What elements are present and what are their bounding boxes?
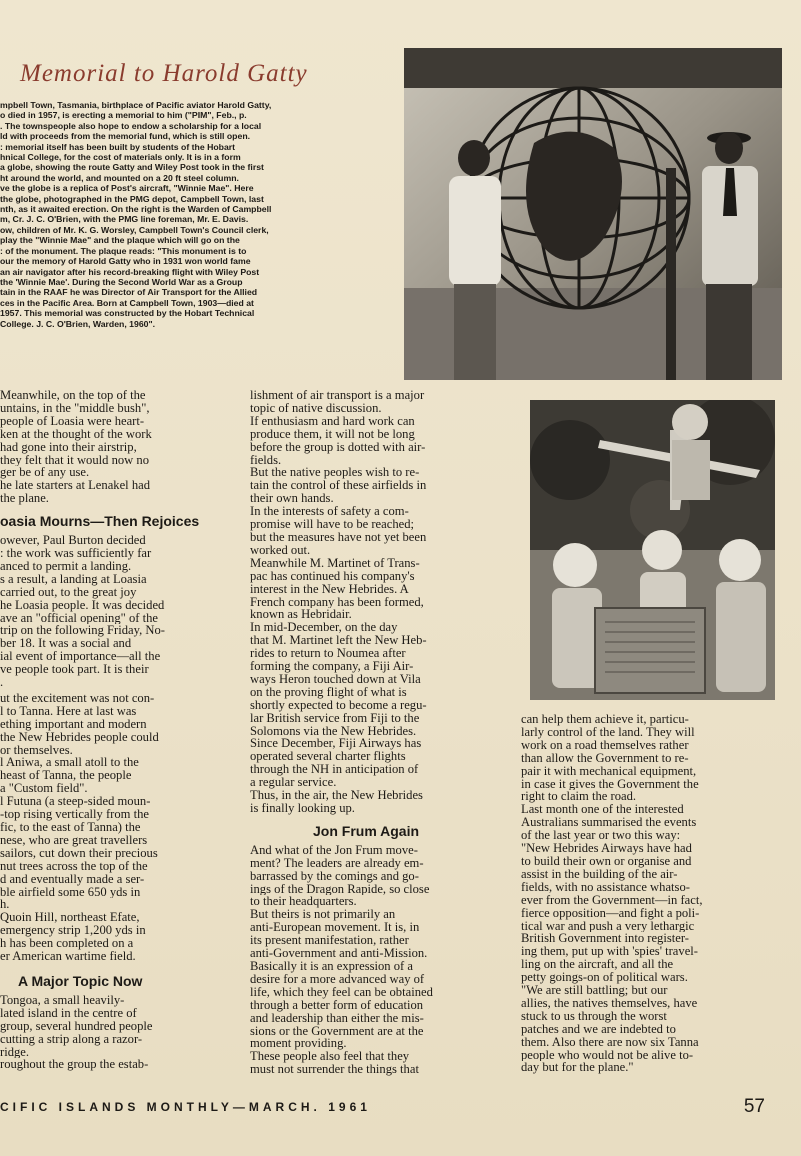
text-line: But the native peoples wish to re- [250, 466, 420, 480]
text-line: can help them achieve it, particu- [521, 713, 689, 726]
text-line: fields. [250, 453, 282, 467]
caption-line: play the "Winnie Mae" and the plaque which will go on the [0, 235, 240, 246]
text-line: pair it with mechanical equipment, [521, 764, 697, 778]
col1-para-2 [0, 534, 230, 689]
text-line: must not surrender the things that [250, 1063, 419, 1077]
text-line: had gone into their airstrip, [0, 440, 137, 454]
text-line: ave an "official opening" of the [0, 611, 158, 625]
text-line: But theirs is not primarily an [250, 908, 396, 922]
text-line: Solomons via the New Hebrides. [250, 724, 417, 738]
text-line: nese, who are great travellers [0, 833, 148, 847]
caption-line: the globe, photographed in the PMG depot, Campbell Town, last [0, 193, 264, 204]
caption-line: mpbell Town, Tasmania, birthplace of Pacific aviator Harold Gatty, [0, 100, 272, 110]
text-line: than allow the Government to re- [521, 751, 689, 765]
text-line: and leadership than either the mis- [250, 1011, 424, 1025]
text-line: er American wartime field. [0, 950, 136, 963]
text-line: ways Heron touched down at Vila [250, 672, 421, 686]
text-line: ething important and modern [0, 717, 147, 731]
text-line: worked out. [250, 543, 311, 557]
caption-line: ht around the world, and mounted on a 20 ft steel column. [0, 172, 239, 183]
text-line: fic, to the east of Tanna) the [0, 821, 141, 834]
caption-line: : of the monument. The plaque reads: "This monument is to [0, 245, 247, 256]
globe-memorial-photo [404, 48, 782, 380]
caption-line: m, Cr. J. C. O'Brien, with the PMG line foreman, Mr. E. Davis. [0, 214, 249, 225]
text-line: its present manifestation, rather [250, 934, 409, 948]
text-line: d and eventually made a ser- [0, 872, 145, 886]
text-line: ings of the Dragon Rapide, so close [250, 882, 430, 896]
text-line: he Loasia people. It was decided [0, 598, 165, 612]
text-line: ger be of any use. [0, 466, 90, 480]
text-line: owever, Paul Burton decided [0, 534, 146, 547]
text-line: forming the company, a Fiji Air- [250, 660, 414, 673]
text-line: h has been completed on a [0, 937, 134, 951]
text-line: desire for a more advanced way of [250, 972, 425, 986]
col1-para-1 [0, 389, 230, 505]
column-3 [521, 713, 774, 1074]
photo-caption [0, 100, 376, 329]
text-line: ment? The leaders are already em- [250, 856, 424, 870]
text-line: : the work was sufficiently far [0, 546, 152, 560]
text-line: people of Loasia were heart- [0, 414, 145, 428]
text-line: right to claim the road. [521, 790, 637, 804]
caption-line: nth, as it awaited erection. On the right is the Warden of Campbell [0, 204, 272, 215]
text-line: allies, the natives themselves, have [521, 996, 698, 1010]
text-line: In the interests of safety a com- [250, 505, 409, 519]
text-line: shortly expected to become a regu- [250, 698, 427, 712]
text-line: h. [0, 898, 10, 912]
text-line: ken at the thought of the work [0, 427, 152, 441]
text-line: but the measures have not yet been [250, 530, 427, 544]
text-line: lishment of air transport is a major [250, 389, 425, 402]
text-line: ridge. [0, 1045, 30, 1059]
text-line: life, which they feel can be obtained [250, 985, 433, 999]
text-line: is finally looking up. [250, 802, 355, 815]
text-line: roughout the group the estab- [0, 1058, 149, 1072]
caption-line: ve the globe is a replica of Post's aircraft, "Winnie Mae". Here [0, 183, 254, 194]
text-line: before the group is dotted with air- [250, 440, 426, 454]
text-line: their own hands. [250, 492, 334, 506]
text-line: cutting a strip along a razor- [0, 1032, 143, 1046]
text-line: through a better form of education [250, 998, 424, 1012]
text-line: sailors, cut down their precious [0, 846, 158, 860]
text-line: produce them, it will not be long [250, 427, 415, 441]
text-line: that M. Martinet left the New Heb- [250, 634, 427, 648]
text-line: the New Hebrides people could [0, 730, 159, 744]
caption-line: hnical College, for the cost of materials only. It is in a form [0, 152, 241, 163]
caption-line: College. J. C. O'Brien, Warden, 1960". [0, 318, 156, 329]
text-line: s a result, a landing at Loasia [0, 572, 147, 586]
text-line: people who would not be alive to- [521, 1048, 694, 1062]
text-line: ing them, put up with 'spies' travel- [521, 945, 698, 959]
text-line: British Government into register- [521, 932, 689, 946]
text-line: the plane. [0, 492, 49, 506]
caption-line: our the memory of Harold Gatty who in 1931 won world fame [0, 256, 251, 267]
text-line: If enthusiasm and hard work can [250, 414, 415, 428]
text-line: to build their own or organise and [521, 854, 692, 868]
text-line: ever from the Government—in fact, [521, 893, 703, 907]
text-line: tain the control of these airfields in [250, 479, 427, 493]
text-line: a regular service. [250, 776, 337, 790]
caption-line: tain in the RAAF he was Director of Air Transport for the Allied [0, 287, 258, 298]
caption-line: ld with proceeds from the memorial fund, which is still open. [0, 131, 251, 142]
col2-para-2 [250, 844, 504, 1076]
text-line: untains, in the "middle bush", [0, 401, 150, 415]
page-number: 57 [743, 1096, 765, 1117]
text-line: Last month one of the interested [521, 803, 684, 817]
text-line: French company has been formed, [250, 595, 424, 609]
caption-line: an air navigator after his record-breaking flight with Wiley Post [0, 266, 260, 277]
text-line: l to Tanna. Here at last was [0, 704, 137, 718]
text-line: Meanwhile, on the top of the [0, 389, 146, 402]
text-line: topic of native discussion. [250, 401, 382, 415]
text-line: emergency strip 1,200 yds in [0, 924, 146, 938]
text-line: "New Hebrides Airways have had [521, 842, 692, 855]
text-line: ber 18. It was a social and [0, 637, 132, 651]
caption-line: ow, children of Mr. K. G. Worsley, Campbell Town's Council clerk, [0, 224, 269, 235]
text-line: on the proving flight of what is [250, 685, 407, 699]
text-line: Thus, in the air, the New Hebrides [250, 789, 423, 802]
text-line: a "Custom field". [0, 782, 88, 796]
text-line: sions or the Government are at the [250, 1024, 424, 1038]
subheading-major-topic: A Major Topic Now [18, 972, 143, 989]
text-line: Since December, Fiji Airways has [250, 737, 422, 751]
text-line: -top rising vertically from the [0, 808, 149, 821]
subheading-jon-frum: Jon Frum Again [313, 822, 420, 839]
text-line: ling on the aircraft, and all the [521, 958, 674, 972]
caption-line: ces in the Pacific Area. Born at Campbell Town, 1903—died at [0, 297, 254, 308]
col1-para-3 [0, 692, 230, 963]
globe-photo-graphic [404, 48, 782, 380]
text-line: l Aniwa, a small atoll to the [0, 756, 139, 770]
text-line: them. Also there are now six Tanna [521, 1035, 699, 1049]
text-line: barrassed by the comings and go- [250, 869, 419, 883]
text-line: Quoin Hill, northeast Efate, [0, 911, 140, 925]
text-line: lated island in the centre of [0, 1006, 137, 1020]
text-line: moment providing. [250, 1037, 347, 1051]
text-line: rides to return to Noumea after [250, 647, 406, 661]
text-line: anti-European movement. It is, in [250, 921, 420, 935]
text-line: operated several charter flights [250, 750, 406, 764]
text-line: carried out, to the great joy [0, 585, 137, 599]
text-line: anced to permit a landing. [0, 559, 132, 573]
text-line: Tongoa, a small heavily- [0, 993, 125, 1007]
text-line: patches and we are indebted to [521, 1022, 676, 1036]
text-line: Meanwhile M. Martinet of Trans- [250, 556, 420, 570]
caption-line: a globe, showing the route Gatty and Wiley Post took in the first [0, 162, 264, 173]
caption-line: o died in 1957, is erecting a memorial to him ("PIM", Feb., p. [0, 110, 247, 121]
text-line: of the last year or two this way: [521, 829, 681, 843]
column-2 [250, 389, 504, 1076]
text-line: through the NH in anticipation of [250, 763, 419, 777]
text-line: or themselves. [0, 743, 73, 757]
text-line: l Futuna (a steep-sided moun- [0, 795, 151, 809]
text-line: tical war and push a very lethargic [521, 919, 695, 933]
text-line: nut trees across the top of the [0, 859, 148, 873]
running-footer: CIFIC ISLANDS MONTHLY—MARCH. 1961 [0, 1100, 371, 1114]
text-line: heast of Tanna, the people [0, 769, 132, 783]
text-line: In mid-December, on the day [250, 621, 398, 635]
text-line: known as Hebridair. [250, 608, 352, 622]
text-line: petty goings-on of political wars. [521, 971, 688, 985]
text-line: interest in the New Hebrides. A [250, 582, 409, 596]
children-plaque-photo [530, 400, 775, 700]
text-line: Australians summarised the events [521, 816, 697, 830]
text-line: . [0, 676, 4, 689]
text-line: ve people took part. It is their [0, 663, 149, 677]
caption-line: . The townspeople also hope to endow a scholarship for a local [0, 120, 262, 131]
text-line: Basically it is an expression of a [250, 959, 413, 973]
text-line: "We are still battling; but our [521, 984, 668, 997]
caption-line: the 'Winnie Mae'. During the Second World War as a Group [0, 276, 243, 287]
text-line: stuck to us through the worst [521, 1009, 667, 1023]
children-photo-graphic [530, 400, 775, 700]
text-line: in case it gives the Government the [521, 777, 699, 791]
text-line: lar British service from Fiji to the [250, 711, 420, 725]
text-line: ble airfield some 650 yds in [0, 885, 141, 899]
text-line: And what of the Jon Frum move- [250, 843, 418, 857]
article-title: Memorial to Harold Gatty [20, 60, 308, 87]
text-line: assist in the building of the air- [521, 867, 678, 881]
text-line: work on a road themselves rather [521, 738, 689, 752]
text-line: fields, with no assistance whatso- [521, 880, 690, 894]
text-line: trip on the following Friday, No- [0, 624, 165, 638]
text-line: anti-Government and anti-Mission. [250, 947, 428, 960]
column-1 [0, 389, 230, 1071]
col2-para-1 [250, 389, 504, 815]
caption-line: 1957. This memorial was constructed by the Hobart Technical [0, 308, 255, 319]
text-line: group, several hundred people [0, 1019, 153, 1033]
text-line: These people also feel that they [250, 1050, 410, 1064]
text-line: promise will have to be reached; [250, 518, 415, 531]
text-line: larly control of the land. They will [521, 725, 695, 739]
subheading-loasia: oasia Mourns—Then Rejoices [0, 513, 200, 530]
text-line: ial event of importance—all the [0, 650, 161, 664]
caption-line: : memorial itself has been built by students of the Hobart [0, 141, 236, 152]
text-line: to their headquarters. [250, 895, 357, 909]
text-line: he late starters at Lenakel had [0, 479, 150, 493]
text-line: fierce opposition—and fight a poli- [521, 906, 700, 920]
col3-para-1 [521, 713, 774, 1074]
col1-para-4 [0, 994, 230, 1071]
text-line: day but for the plane." [521, 1061, 634, 1075]
text-line: they felt that it would now no [0, 453, 150, 467]
text-line: pac has continued his company's [250, 569, 415, 583]
text-line: ut the excitement was not con- [0, 691, 155, 705]
